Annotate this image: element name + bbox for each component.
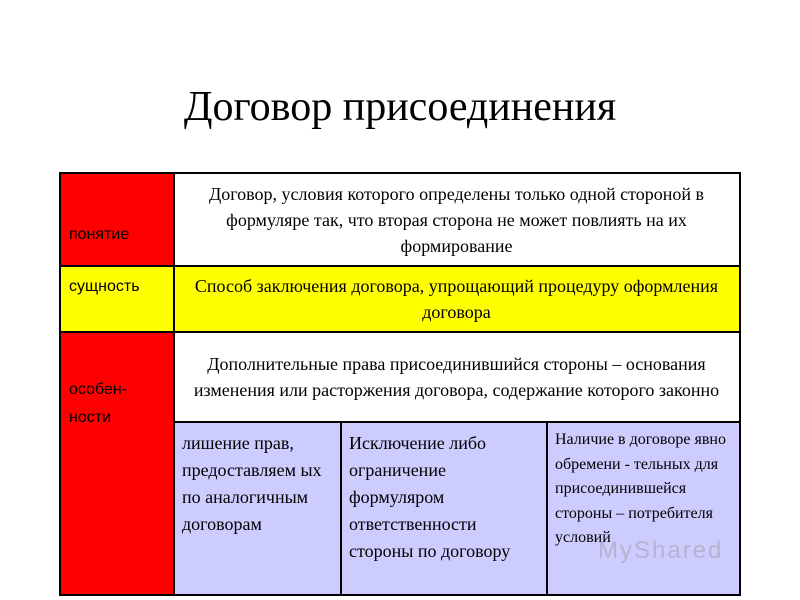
feature-sub-text-2: Исключение либо ограничение формуляром ответственности стороны по договору [349,433,511,561]
feature-sub-text-3: Наличие в договоре явно обремени - тельных для присоединившейся стороны – потребителя условий [555,431,726,546]
essence-label: сущность [69,278,140,295]
column-divider [173,174,175,594]
concept-label-cell [61,174,174,266]
row-divider-1 [61,265,739,267]
row-divider-3 [174,421,739,423]
features-text: Дополнительные права присоединившийся стороны – основания изменения или расторжения договора, содержание которого законно [193,354,720,400]
essence-text: Способ заключения договора, упрощающий процедуру оформления договора [194,276,719,322]
row-divider-2 [61,331,739,333]
feature-sub-text-1: лишение прав, предоставляем ых по аналогичным договорам [182,433,322,534]
watermark: MyShared [598,537,724,564]
concept-text: Договор, условия которого определены только одной стороной в формуляре так, что вторая сторона не может повлиять на их формирование [208,184,705,256]
features-text-cell [174,332,739,422]
features-label [61,376,127,432]
essence-label-cell [61,266,174,332]
definition-table [59,172,741,596]
features-label-cell [61,332,174,594]
feature-sub-cell-1 [174,422,341,594]
essence-text-cell [174,266,739,332]
feature-sub-cell-3 [547,422,739,594]
slide-title: Договор присоединения [183,84,617,130]
concept-text-cell [174,174,739,266]
features-label-line2: ности [69,409,111,426]
features-label-line1: особен- [69,381,128,398]
sub-divider-2 [546,422,548,594]
sub-divider-1 [340,422,342,594]
feature-sub-cell-2 [341,422,547,594]
concept-label: понятие [69,226,130,243]
